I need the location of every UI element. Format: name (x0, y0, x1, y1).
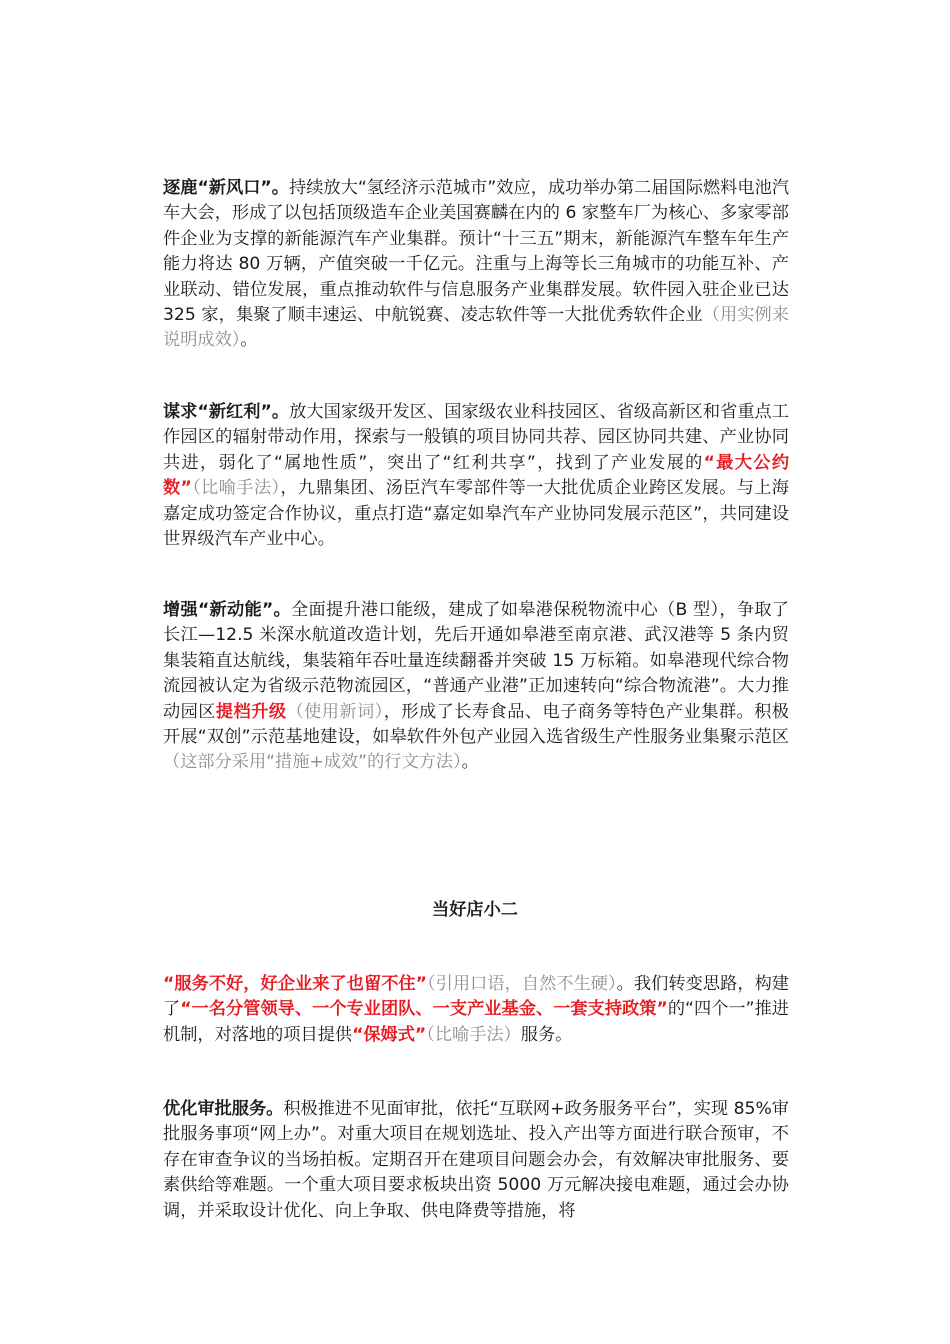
paragraph-approval-service (163, 1097, 789, 1224)
paragraph-service (163, 972, 789, 1048)
paragraph-text: 持续放大“氢经济示范城市”效应，成功举办第二届国际燃料电池汽车大会，形成了以包括顶级造车企业美国赛麟在内的 6 家整车厂为核心、多家零部件企业为支撑的新能源汽车产业集群。预计“十三五”期末，新能源汽车整车年生产能力将达 80 万辆，产值突破一千亿元。注重与上海等长三角城市的功能互补、产业联动、错位发展，重点推动软件与信息服务产业集群发展。软件园入驻企业已达 325 家，集聚了顺丰速运、中航锐赛、凌志软件等一大批优秀软件企业 (163, 178, 790, 326)
paragraph-lead: 逐鹿“新风口”。 (163, 178, 289, 198)
paragraph-text: 服务。 (520, 1024, 573, 1045)
highlight-phrase: “服务不好，好企业来了也留不住” (163, 974, 427, 994)
paragraph-text: 的“四个一”推进机制，对落地的项目提供 (163, 999, 789, 1045)
paragraph-text: 全面提升港口能级，建成了如皋港保税物流中心（B 型），争取了长江—12.5 米深水航道改造计划，先后开通如皋港至南京港、武汉港等 5 条内贸集装箱直达航线，集装箱年吞吐量连续翻番并突破 15 万标箱。如皋港现代综合物流园被认定为省级示范物流园区，“普通产业港”正加速转向“综合物流港”。大力推动园区 (163, 600, 789, 722)
annotation-note: （比喻手法） (191, 478, 281, 499)
paragraph-lead: 优化审批服务。 (163, 1099, 284, 1119)
section-heading: 当好店小二 (432, 900, 518, 920)
paragraph-tail: 。 (240, 330, 258, 351)
paragraph-new-outlet (163, 176, 789, 354)
paragraph-new-dividend (163, 400, 789, 552)
paragraph-text: ，九鼎集团、汤臣汽车零部件等一大批优质企业跨区发展。与上海嘉定成功签定合作协议，重点打造“嘉定如皋汽车产业协同发展示范区”，共同建设世界级汽车产业中心。 (163, 478, 789, 550)
paragraph-text: 积极推进不见面审批，依托“互联网+政务服务平台”，实现 85%审批服务事项“网上办”。对重大项目在规划选址、投入产出等方面进行联合预审，不存在审查争议的当场拍板。定期召开在建项目问题会办会，有效解决审批服务、要素供给等难题。一个重大项目要求板块出资 5000 万元解决接电难题，通过会办协调，并采取设计优化、向上争取、供电降费等措施，将 (163, 1099, 789, 1221)
highlight-phrase: “保姆式” (352, 1024, 427, 1045)
annotation-note: （这部分采用“措施+成效”的行文方法） (163, 752, 462, 773)
paragraph-new-momentum (163, 598, 789, 776)
paragraph-text: 放大国家级开发区、国家级农业科技园区、省级高新区和省重点工作园区的辐射带动作用，探索与一般镇的项目协同共荐、园区协同共建、产业协同共进，弱化了“属地性质”，突出了“红利共享”，找到了产业发展的 (163, 402, 789, 473)
highlight-phrase: “一名分管领导、一个专业团队、一支产业基金、一套支持政策” (180, 999, 668, 1020)
annotation-note: （使用新词） (286, 701, 384, 722)
highlight-phrase: “最大公约数” (163, 452, 790, 499)
paragraph-text: 。我们转变思路，构建了 (163, 974, 789, 1020)
paragraph-lead: 增强“新动能”。 (163, 600, 292, 620)
paragraph-text: ，形成了长寿食品、电子商务等特色产业集群。积极开展“双创”示范基地建设，如皋软件外包产业园入选省级生产性服务业集聚示范区 (163, 701, 789, 748)
annotation-note: （引用口语，自然不生硬） (426, 974, 617, 994)
highlight-phrase: 提档升级 (215, 701, 287, 722)
paragraph-lead: 谋求“新红利”。 (163, 402, 290, 422)
annotation-note: （比喻手法） (426, 1024, 521, 1045)
paragraph-tail: 。 (461, 752, 479, 773)
annotation-note: （用实例来说明成效） (163, 305, 789, 351)
